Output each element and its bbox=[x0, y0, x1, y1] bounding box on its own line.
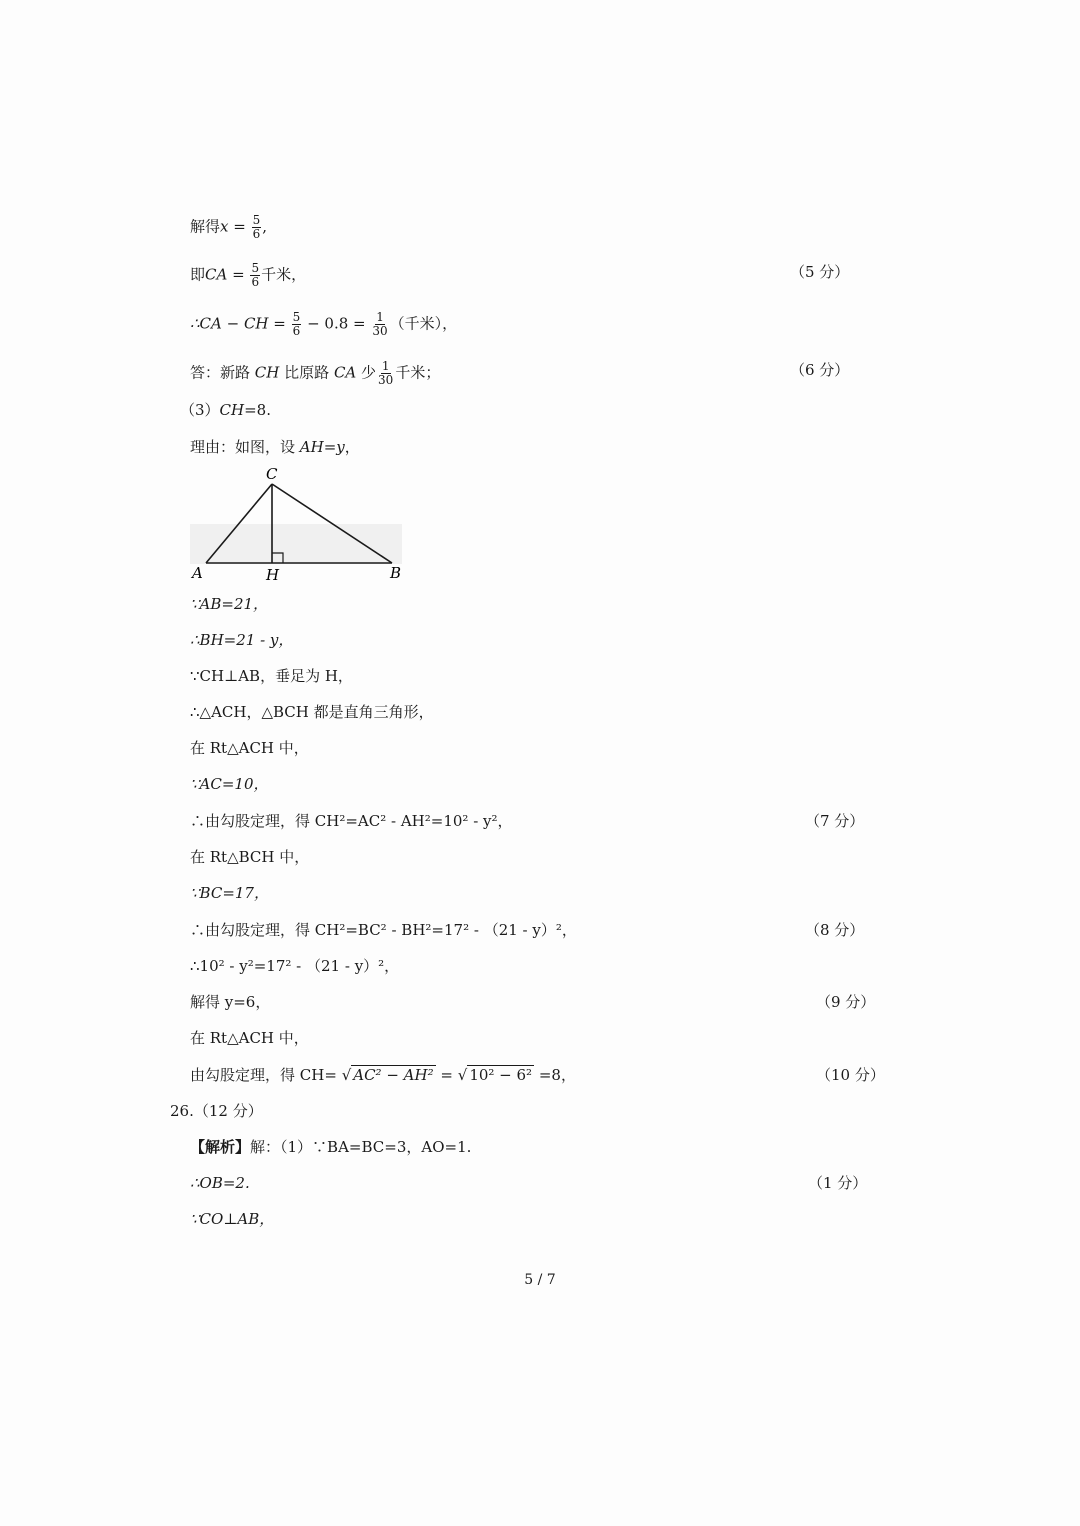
equation-line: ∴10² - y²=17² - （21 - y）²， bbox=[190, 957, 400, 975]
score-6: （6 分） bbox=[790, 361, 850, 379]
ac-line: ∵AC=10， bbox=[190, 775, 269, 793]
fraction bbox=[252, 214, 262, 241]
fraction bbox=[250, 262, 260, 289]
score-1: （1 分） bbox=[808, 1174, 868, 1192]
denominator: 6 bbox=[252, 227, 261, 241]
math-var: AH bbox=[299, 438, 324, 456]
label-a: A bbox=[192, 564, 203, 582]
right-triangles-line: ∴△ACH，△BCH 都是直角三角形， bbox=[190, 703, 434, 721]
score-9: （9 分） bbox=[816, 993, 876, 1011]
text: 解：（1）∵BA=BC=3，AO=1. bbox=[250, 1138, 472, 1156]
triangle-figure bbox=[188, 462, 408, 586]
denominator: 6 bbox=[292, 324, 301, 338]
numerator: 5 bbox=[251, 261, 260, 275]
score-5: （5 分） bbox=[790, 263, 850, 281]
numerator: 5 bbox=[252, 213, 261, 227]
analysis-line bbox=[190, 1137, 471, 1157]
fraction bbox=[377, 360, 394, 387]
label-c: C bbox=[266, 465, 278, 483]
radicand: 10² − 6² bbox=[469, 1066, 533, 1084]
text: 由勾股定理，得 CH= bbox=[190, 1066, 337, 1084]
text: 千米， bbox=[261, 265, 307, 284]
ab-line: ∵AB=21， bbox=[190, 595, 269, 613]
bc-line: ∵BC=17， bbox=[190, 884, 269, 902]
part3-line bbox=[180, 400, 271, 420]
ch-result-line bbox=[190, 1065, 576, 1085]
numerator: 1 bbox=[381, 359, 390, 373]
score-8: （8 分） bbox=[805, 921, 865, 939]
text: =8， bbox=[538, 1066, 576, 1084]
math-expr: CA = bbox=[205, 265, 245, 284]
text: =8. bbox=[244, 401, 271, 419]
text: 千米； bbox=[395, 363, 441, 382]
question-26-heading: 26.（12 分） bbox=[170, 1102, 263, 1120]
text: （3） bbox=[180, 401, 220, 419]
solve-x-line: 解得x = $\frac{5}{6}$ , bbox=[190, 213, 268, 241]
perp-line: ∵CH⊥AB，垂足为 H， bbox=[190, 667, 353, 685]
text: （千米）， bbox=[389, 314, 458, 333]
solve-y-line: 解得 y=6， bbox=[190, 993, 271, 1011]
pythagoras-bch-line: ∴由勾股定理，得 CH²=BC² - BH²=17² - （21 - y）²， bbox=[190, 921, 577, 939]
math-var: CA bbox=[333, 363, 357, 382]
denominator: 30 bbox=[372, 324, 388, 338]
score-10: （10 分） bbox=[816, 1066, 885, 1084]
co-perp-line: ∵CO⊥AB， bbox=[190, 1210, 275, 1228]
label-h: H bbox=[266, 566, 280, 584]
math-var: CH bbox=[219, 401, 245, 419]
reason-line bbox=[190, 437, 360, 457]
math-var: CH bbox=[254, 363, 280, 382]
analysis-label: 【解析】 bbox=[190, 1138, 251, 1156]
fraction bbox=[292, 311, 302, 338]
label-b: B bbox=[390, 564, 402, 582]
text: 答：新路 bbox=[190, 363, 251, 382]
rt-ach-line: 在 Rt△ACH 中， bbox=[190, 739, 309, 757]
numerator: 1 bbox=[376, 310, 384, 324]
sqrt-expr: √ AC² − AH² bbox=[341, 1066, 434, 1084]
text: 比原路 bbox=[284, 363, 330, 382]
radicand: AC² − AH² bbox=[353, 1066, 434, 1084]
numerator: 5 bbox=[292, 310, 301, 324]
rt-bch-line: 在 Rt△BCH 中， bbox=[190, 848, 310, 866]
math-expr: = bbox=[440, 1066, 453, 1084]
math-expr: ∴CA − CH = bbox=[190, 314, 286, 333]
score-7: （7 分） bbox=[805, 812, 865, 830]
text: 少 bbox=[361, 363, 377, 382]
ob-line: ∴OB=2. bbox=[190, 1174, 250, 1192]
sqrt-expr: √ 10² − 6² bbox=[457, 1066, 533, 1084]
text: 理由：如图，设 bbox=[190, 438, 296, 456]
math-var: y bbox=[336, 438, 345, 456]
ca-line bbox=[190, 262, 306, 289]
text: 解得 bbox=[190, 217, 221, 236]
page-number: 5 / 7 bbox=[524, 1272, 556, 1288]
pythagoras-ach-line: ∴由勾股定理，得 CH²=AC² - AH²=10² - y²， bbox=[190, 812, 513, 830]
text: 即 bbox=[190, 265, 206, 284]
rt-ach-line-2: 在 Rt△ACH 中， bbox=[190, 1029, 309, 1047]
text: = bbox=[323, 438, 337, 456]
bh-line: ∴BH=21 - y， bbox=[190, 631, 294, 649]
fraction bbox=[371, 311, 388, 338]
denominator: 30 bbox=[378, 373, 394, 387]
math-expr: − 0.8 = bbox=[307, 314, 366, 333]
math-expr: x = bbox=[220, 217, 246, 236]
denominator: 6 bbox=[251, 275, 260, 289]
answer-line bbox=[190, 360, 440, 387]
text: ， bbox=[344, 438, 360, 456]
difference-line bbox=[190, 311, 457, 338]
